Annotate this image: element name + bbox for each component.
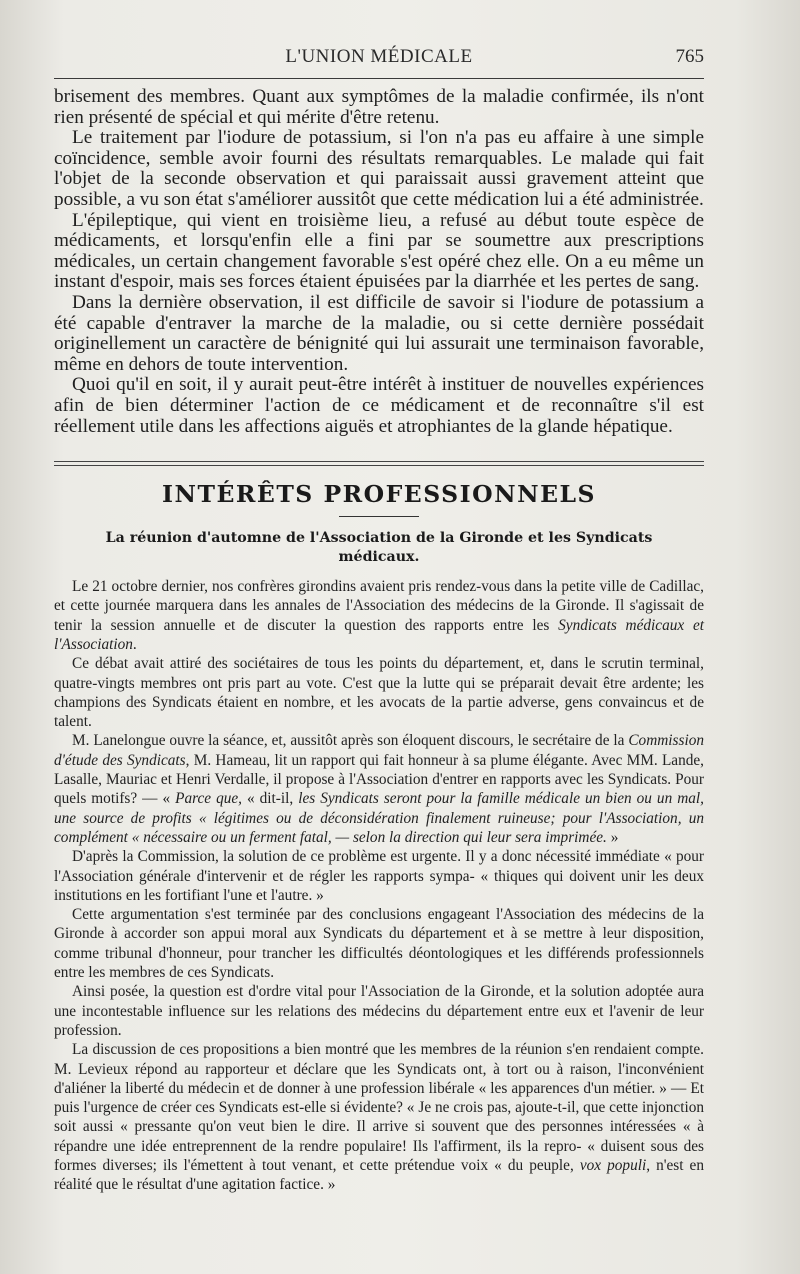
article-continuation: [54, 87, 704, 437]
running-title: L'UNION MÉDICALE: [285, 46, 473, 67]
paragraph: Ce débat avait attiré des sociétaires de tous les points du département, et, dans le scrutin terminal, quatre-vingts membres ont pris part au vote. C'est que la lutte qui se préparait devait être ardente; les champions des Syndicats étaient en nombre, et les avocats de la partie adverse, gens convaincus et de talent.: [54, 655, 704, 731]
title-rule: [339, 516, 419, 517]
paragraph: Ainsi posée, la question est d'ordre vital pour l'Association de la Gironde, et la solution adoptée aura une incontestable influence sur les relations des médecins du département entre eux et l'avenir de leur profession.: [54, 983, 704, 1039]
section-title: INTÉRÊTS PROFESSIONNELS: [162, 480, 596, 509]
paragraph: Dans la dernière observation, il est difficile de savoir si l'iodure de potassium a été capable d'entraver la marche de la maladie, ou si cette dernière possédait originellement un caractère de bénignité qui lui assurait une terminaison favorable, même en dehors de toute intervention.: [54, 291, 704, 375]
section-divider: [54, 461, 704, 466]
paragraph: La discussion de ces propositions a bien montré que les membres de la réunion s'en rendaient compte. M. Levieux répond au rapporteur et déclare que les Syndicats ont, à tort ou à raison, l'inconvénient d'aliéner la liberté du médecin et de donner à une profession libérale « les apparences d'un métier. » — Et puis l'urgence de créer ces Syndicats est-elle si évidente? « Je ne crois pas, ajoute-t-il, que cette injonction soit aussi « pressante qu'on veut bien le dire. Il arrive si souvent que des personnes intéressées « à répandre une idée entreprennent de la rendre populaire! Ils l'affirment, ils la repro- « duisent sous des formes diverses; ils l'émettent à tout venant, et cette prétendue voix « du peuple, vox populi, n'est en réalité que le résultat d'une agitation factice. »: [54, 1041, 704, 1194]
header-rule: [54, 78, 704, 79]
page-header: [54, 42, 704, 72]
page-number: 765: [675, 46, 704, 67]
paragraph: brisement des membres. Quant aux symptômes de la maladie confirmée, ils n'ont rien présenté de spécial et qui mérite d'être retenu.: [54, 86, 704, 128]
paragraph: L'épileptique, qui vient en troisième lieu, a refusé au début toute espèce de médicaments, et lorsqu'enfin elle a fini par se soumettre aux prescriptions médicales, un certain changement favorable s'est opéré chez elle. On a eu même un instant d'espoir, mais ses forces étaient épuisées par la diarrhée et les pertes de sang.: [54, 209, 704, 293]
article-body: [54, 577, 704, 1195]
article-subtitle: La réunion d'automne de l'Association de la Gironde et les Syndicats médicaux.: [105, 530, 653, 566]
paragraph: D'après la Commission, la solution de ce problème est urgente. Il y a donc nécessité immédiate « pour l'Association générale d'intervenir et de régler les rapports sympa- « thiques qui doivent unir les deux institutions en les fortifiant l'une et l'autre. »: [54, 848, 704, 904]
paragraph: Le traitement par l'iodure de potassium, si l'on n'a pas eu affaire à une simple coïncidence, semble avoir fourni des résultats remarquables. Le malade qui fait l'objet de la seconde observation et qui paraissait aussi gravement atteint que possible, a vu son état s'améliorer aussitôt que cette médication lui a été administrée.: [54, 127, 704, 210]
paragraph: Le 21 octobre dernier, nos confrères girondins avaient pris rendez-vous dans la petite ville de Cadillac, et cette journée marquera dans les annales de l'Association des médecins de la Gironde. Il s'agissait de tenir la session annuelle et de discuter la question des rapports entre les Syndicats médicaux et l'Association.: [54, 578, 704, 653]
paragraph: Cette argumentation s'est terminée par des conclusions engageant l'Association des médecins de la Gironde à accorder son appui moral aux Syndicats du département et à se mettre à leur disposition, comme tribunal d'honneur, pour trancher les difficultés déontologiques et les différends professionnels entre les membres de ces Syndicats.: [54, 906, 704, 982]
paragraph: Quoi qu'il en soit, il y aurait peut-être intérêt à instituer de nouvelles expériences afin de bien déterminer l'action de ce médicament et de reconnaître s'il est réellement utile dans les affections aiguës et atrophiantes de la glande hépatique.: [54, 374, 704, 437]
paragraph: M. Lanelongue ouvre la séance, et, aussitôt après son éloquent discours, le secrétaire de la Commission d'étude des Syndicats, M. Hameau, lit un rapport qui fait honneur à sa plume élégante. Avec MM. Lande, Lasalle, Mauriac et Henri Verdalle, il propose à l'Association d'entrer en rapports avec les Syndicats. Pour quels motifs? — « Parce que, « dit-il, les Syndicats seront pour la famille médicale un bien ou un mal, une source de profits « légitimes ou de déconsidération finalement ruineuse; pour l'Association, un complément « nécessaire ou un ferment fatal, — selon la direction qui leur sera imprimée. »: [54, 732, 704, 846]
